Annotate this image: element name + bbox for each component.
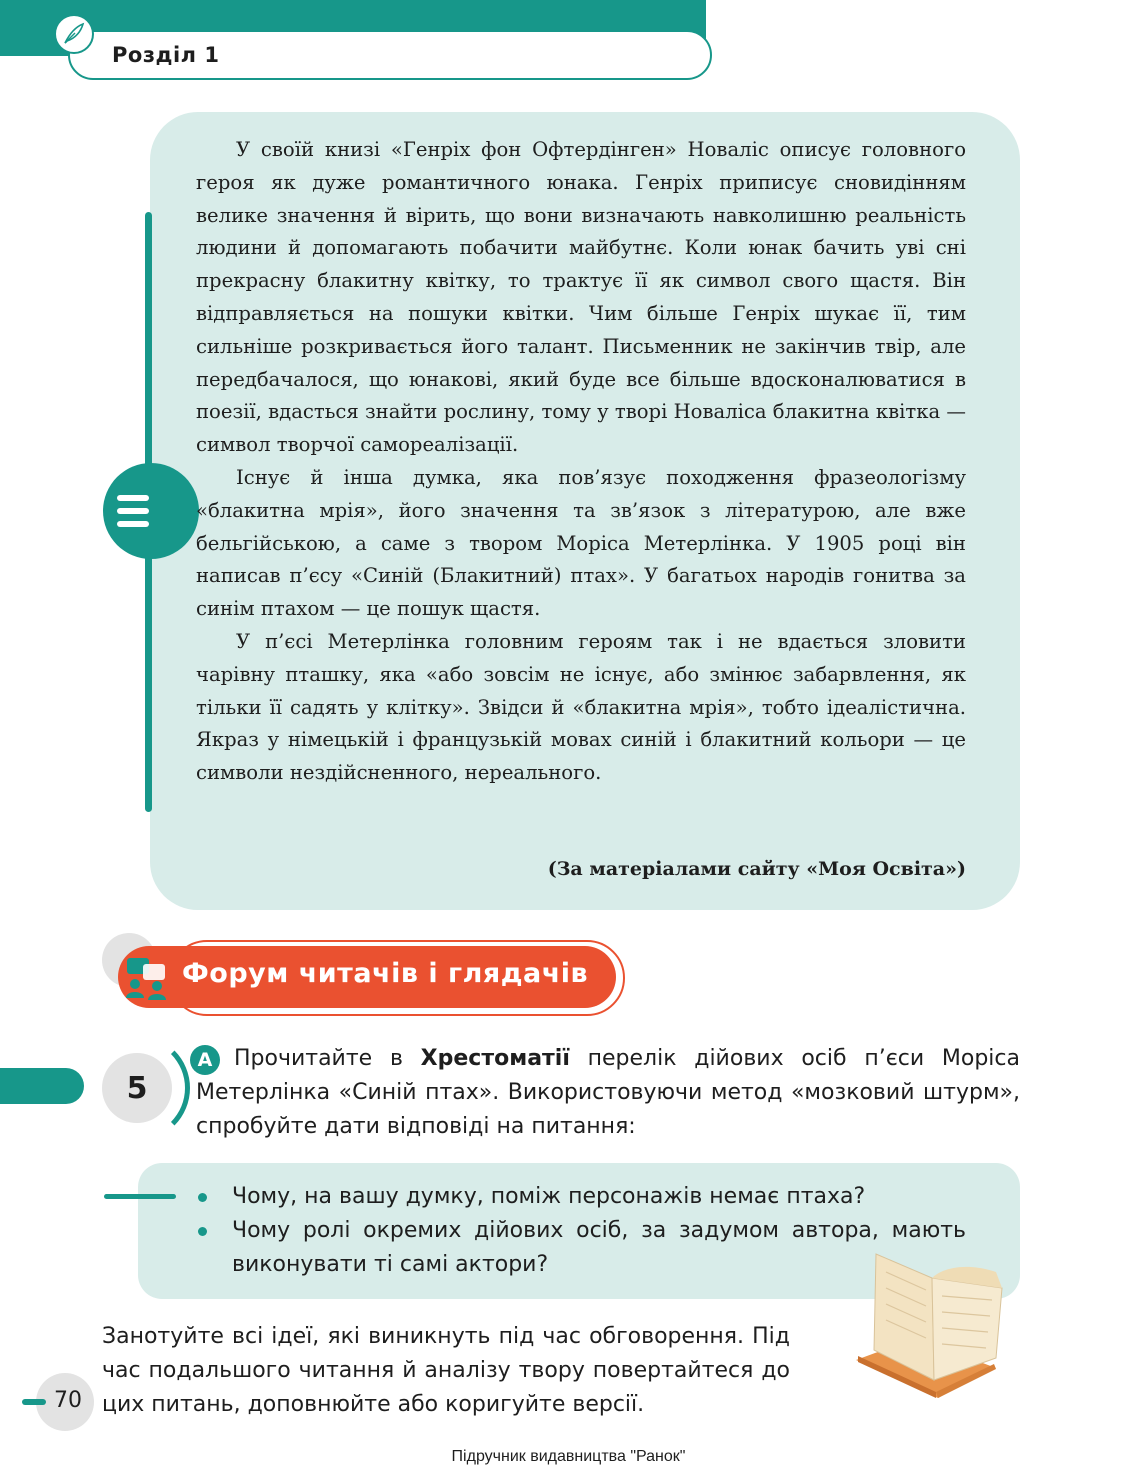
article-text [196, 134, 966, 790]
open-book-image [846, 1248, 1026, 1408]
task-bold-word: Хрестоматії [420, 1046, 570, 1071]
task-text [196, 1042, 1020, 1144]
task-tab [0, 1068, 84, 1104]
footer-publisher: Підручник видавництва "Ранок" [451, 1448, 686, 1465]
article-paragraph: У п’єсі Метерлінка головним героям так і не вдається зловити чарівну пташку, яка «або зовсім не існує, або змінює забарвлення, як тільки її садять у клітку». Звідси й «блакитна мрія», тобто ідеалістична. Якраз у німецькій і французькій мовах синій і блакитний кольори — це символи нездійсненного, нереального. [196, 629, 966, 785]
article-paragraph: У своїй книзі «Генріх фон Офтердінген» Новаліс описує головного героя як дуже романтичного юнака. Генріх приписує сновидінням велике значення й вірить, що вони визначають навколишню реальність людини й допомагають побачити майбутнє. Коли юнак бачить уві сні прекрасну блакитну квітку, то трактує її як символ свого щастя. Він відправляється на пошуки квітки. Чим більше Генріх шукає її, тим сильніше розкривається його талант. Письменник не закінчив твір, але передбачалося, що юнакові, який буде все більше вдосконалюватися в поезії, вдасться знайти рослину, тому у творі Новаліса блакитна квітка — символ творчої самореалізації. [196, 138, 966, 457]
questions-accent-line [104, 1194, 176, 1199]
article-paragraph: Існує й інша думка, яка пов’язує походження фразеологізму «блакитна мрія», його значення та зв’язок з літературою, але вже бельгійською, а саме з твором Моріса Метерлінка. У 1905 році він написав п’єсу «Синій (Блакитний) птах». У багатьох народів гонитва за синім птахом — це пошук щастя. [196, 465, 966, 621]
task-number: 5 [102, 1053, 172, 1123]
article-source: (За матеріалами сайту «Моя Освіта») [547, 858, 966, 880]
task-text-start: Прочитайте в [234, 1046, 421, 1071]
section-title: Розділ 1 [112, 43, 220, 67]
level-badge: А [190, 1045, 220, 1075]
feather-icon [54, 14, 94, 54]
list-item: Чому ролі окремих дійових осіб, за задумом автора, мають виконувати ті самі актори? [196, 1214, 966, 1282]
page-number: 70 [54, 1388, 82, 1413]
task-text-end: перелік дійових осіб п’єси Моріса Метерлінка «Синій птах». Використовуючи метод «мозковий штурм», спробуйте дати відповіді на питання: [196, 1046, 1021, 1139]
discussion-people-icon [121, 952, 171, 1002]
note-text: Занотуйте всі ідеї, які виникнуть під час обговорення. Під час подальшого читання й аналізу твору повертайтеся до цих питань, доповнюйте або коригуйте версії. [102, 1324, 790, 1417]
text-lines-icon [103, 463, 199, 559]
page-number-dash [22, 1399, 46, 1405]
forum-title: Форум читачів і глядачів [182, 958, 589, 989]
list-item: Чому, на вашу думку, поміж персонажів немає птаха? [196, 1180, 966, 1214]
bullet-icon [198, 1227, 207, 1236]
bullet-icon [198, 1193, 207, 1202]
